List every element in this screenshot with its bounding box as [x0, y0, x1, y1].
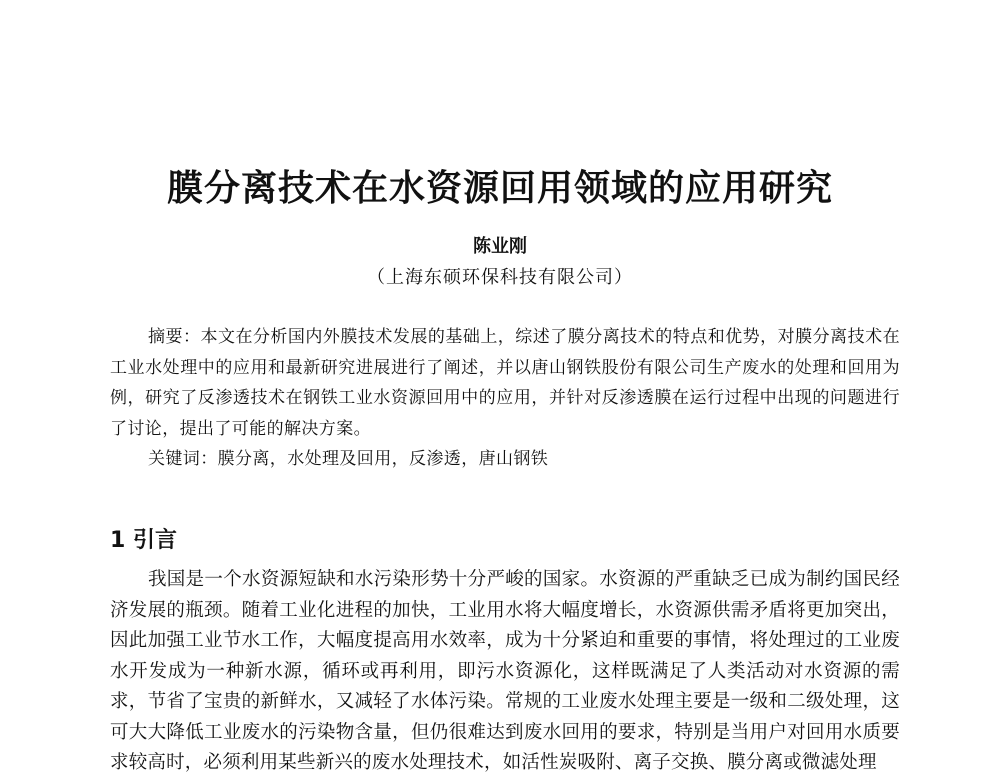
keywords: 关键词：膜分离，水处理及回用，反渗透，唐山钢铁	[148, 449, 549, 469]
section-heading: 1 引言	[110, 528, 177, 553]
abstract-block	[110, 322, 900, 475]
author-affiliation: （上海东硕环保科技有限公司）	[367, 267, 633, 288]
abstract-text: 摘要：本文在分析国内外膜技术发展的基础上，综述了膜分离技术的特点和优势，对膜分离技术在工业水处理中的应用和最新研究进展进行了阐述，并以唐山钢铁股份有限公司生产废水的处理和回用为例，研究了反渗透技术在钢铁工业水资源回用中的应用，并针对反渗透膜在运行过程中出现的问题进行了讨论，提出了可能的解决方案。	[110, 327, 900, 439]
body-paragraph: 我国是一个水资源短缺和水污染形势十分严峻的国家。水资源的严重缺乏已成为制约国民经济发展的瓶颈。随着工业化进程的加快，工业用水将大幅度增长，水资源供需矛盾将更加突出，因此加强工业节水工作，大幅度提高用水效率，成为十分紧迫和重要的事情，将处理过的工业废水开发成为一种新水源，循环或再利用，即污水资源化，这样既满足了人类活动对水资源的需求，节省了宝贵的新鲜水，又减轻了水体污染。常规的工业废水处理主要是一级和二级处理，这可大大降低工业废水的污染物含量，但仍很难达到废水回用的要求，特别是当用户对回用水质要求较高时，必须利用某些新兴的废水处理技术，如活性炭吸附、离子交换、膜分离或微滤处理	[110, 569, 900, 773]
author-name: 陈业刚	[473, 236, 527, 257]
section-body	[110, 565, 900, 779]
paper-title: 膜分离技术在水资源回用领域的应用研究	[166, 168, 833, 209]
